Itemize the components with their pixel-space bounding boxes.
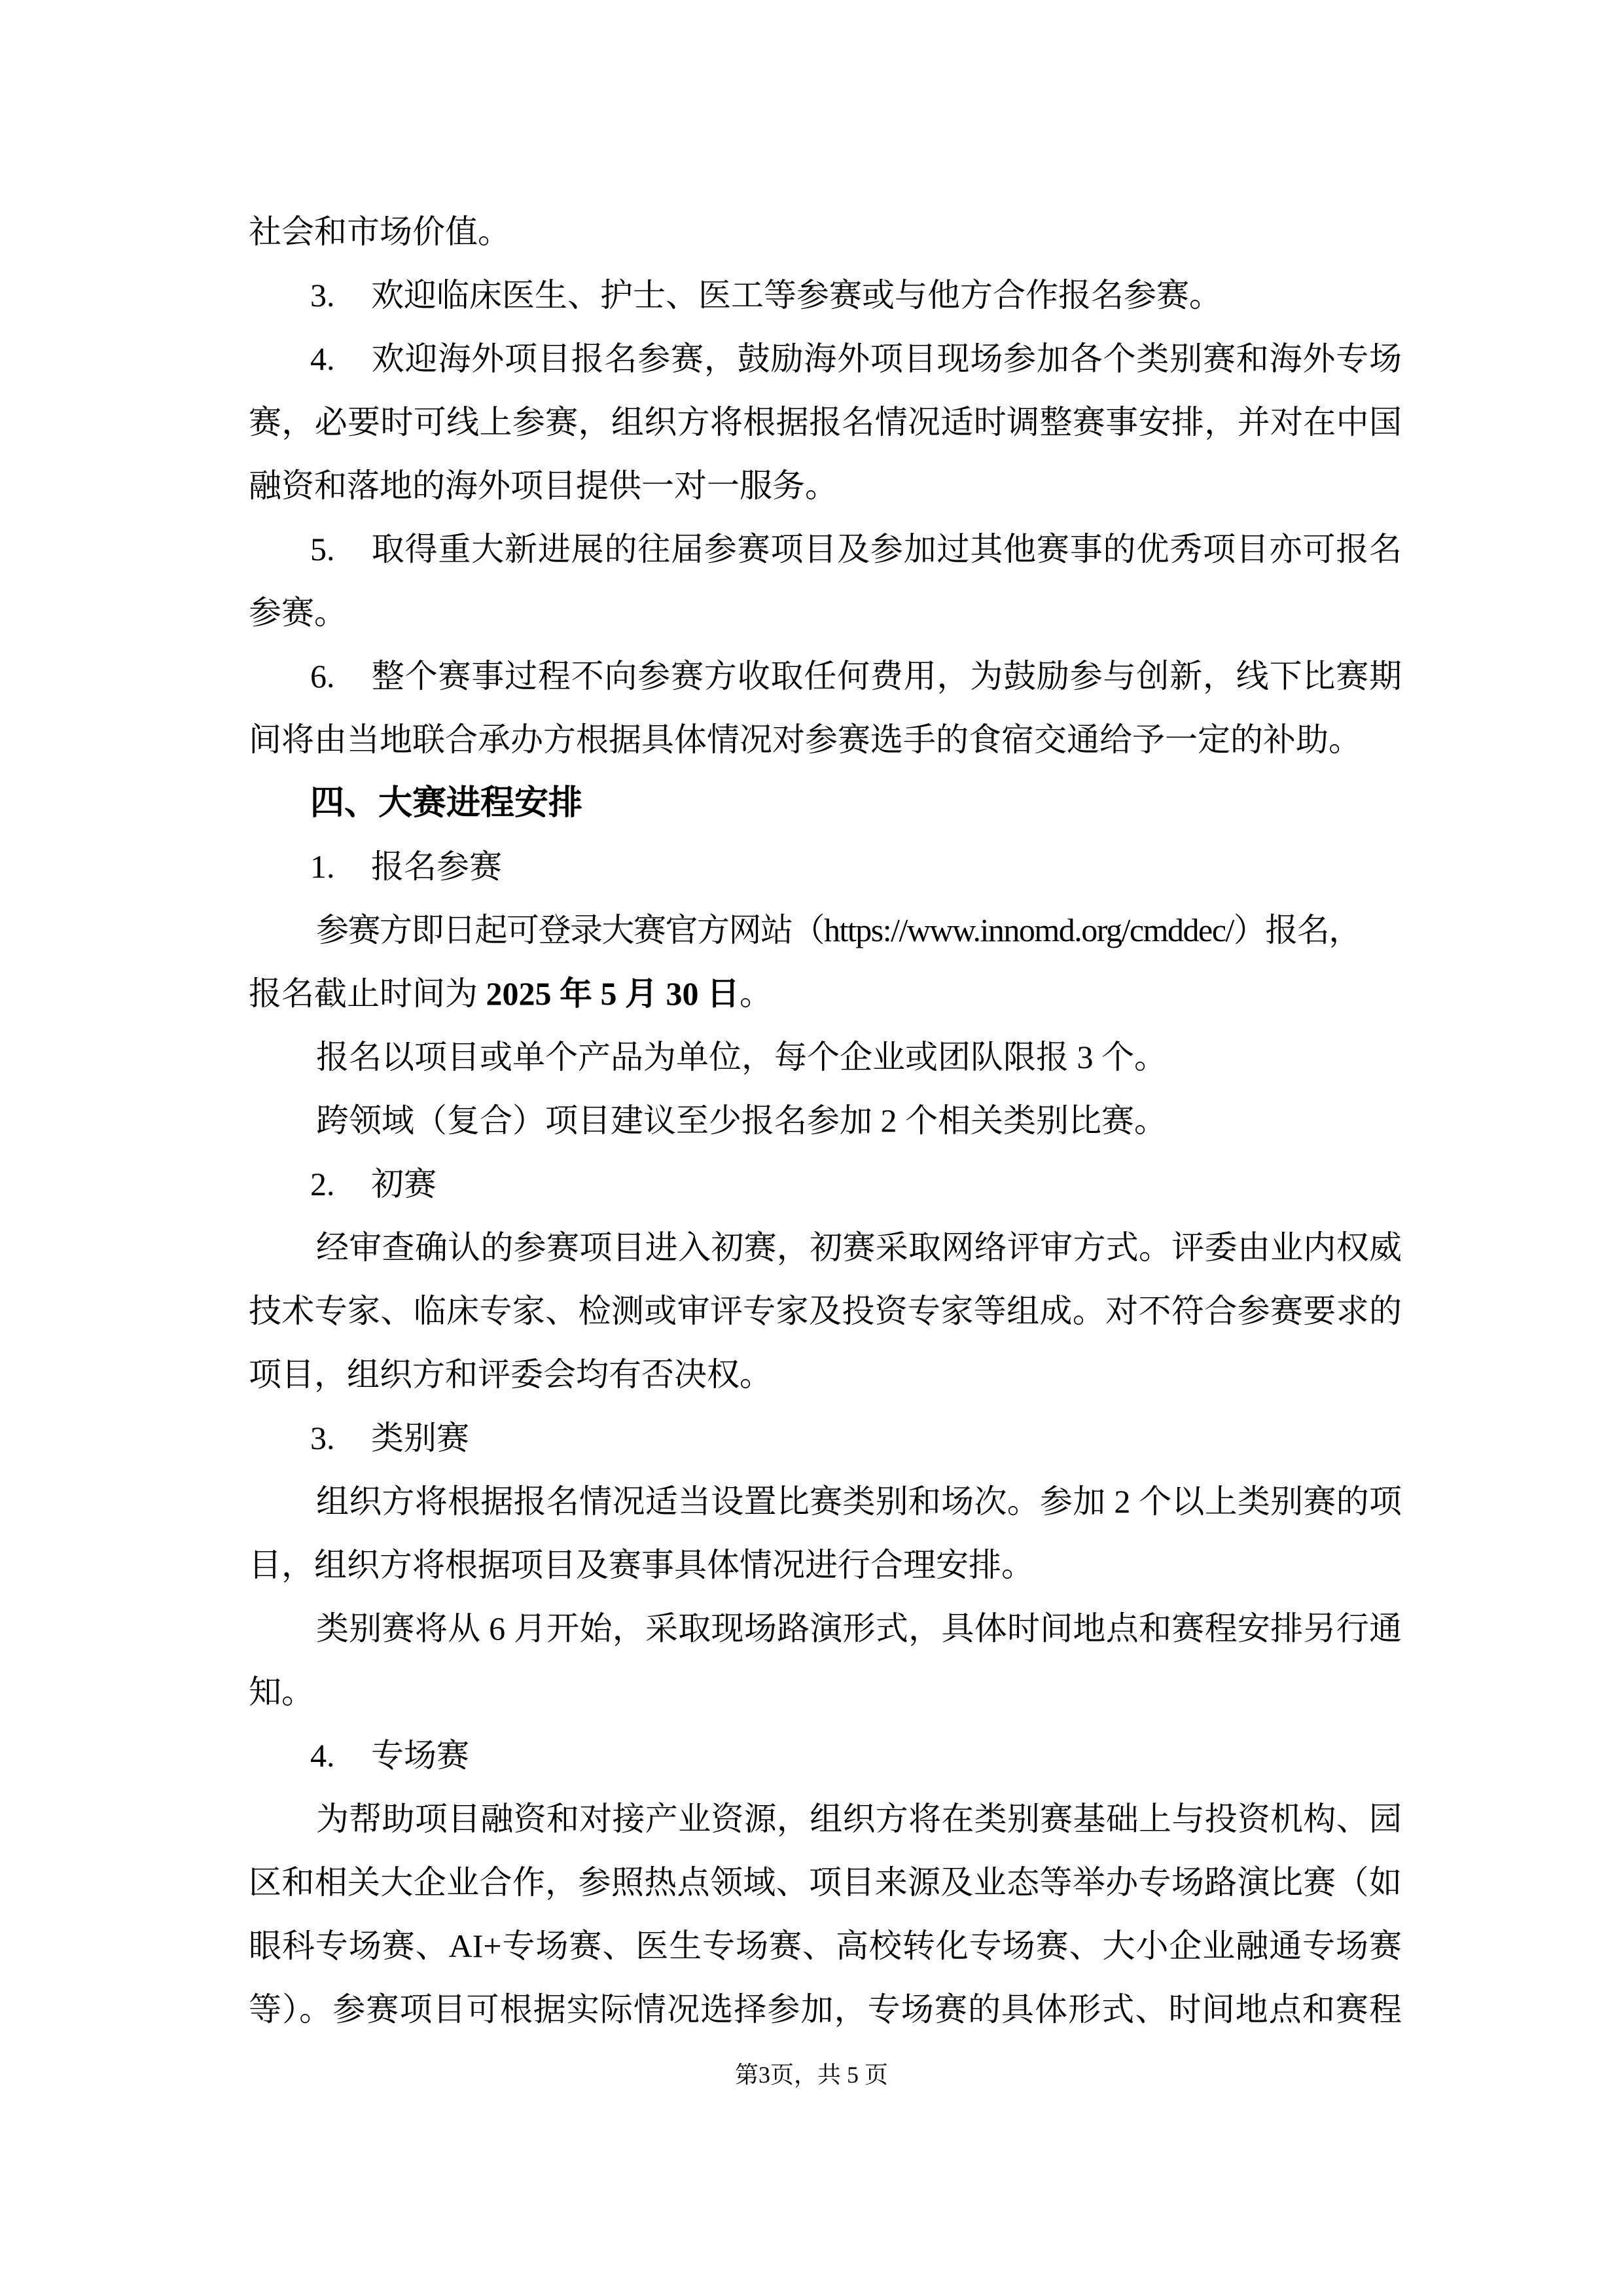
- list-item: [249, 835, 1402, 899]
- url-prefix-text: 参赛方即日起可登录大赛官方网站（: [316, 912, 824, 948]
- url-suffix-text: ）报名，: [1233, 912, 1361, 948]
- item-number: 6.: [310, 658, 335, 694]
- page-number: 第3页，共 5 页: [734, 2062, 888, 2088]
- item-number: 5.: [310, 531, 335, 567]
- list-item: [249, 1724, 1402, 1787]
- document-line: 目，组织方将根据项目及赛事具体情况进行合理安排。: [249, 1547, 1034, 1583]
- list-item: [249, 264, 1402, 327]
- document-line: 眼科专场赛、AI+专场赛、医生专场赛、高校转化专场赛、大小企业融通专场赛: [249, 1928, 1402, 1964]
- document-line: 赛，必要时可线上参赛，组织方将根据报名情况适时调整赛事安排，并对在中国: [249, 404, 1402, 440]
- list-item: [249, 327, 1402, 391]
- document-line: 融资和落地的海外项目提供一对一服务。: [249, 467, 838, 504]
- list-item: [249, 1153, 1402, 1216]
- item-text: 初赛: [371, 1166, 437, 1202]
- paragraph-line: 经审查确认的参赛项目进入初赛，初赛采取网络评审方式。评委由业内权威: [316, 1229, 1402, 1266]
- document-line: 项目，组织方和评委会均有否决权。: [249, 1356, 772, 1393]
- document-line: 知。: [249, 1674, 314, 1710]
- paragraph-line: 报名以项目或单个产品为单位，每个企业或团队限报 3 个。: [316, 1039, 1167, 1075]
- paragraph-line: [249, 899, 1402, 962]
- document-line: 技术专家、临床专家、检测或审评专家及投资专家等组成。对不符合参赛要求的: [249, 1293, 1402, 1329]
- document-line: 社会和市场价值。: [249, 213, 510, 250]
- item-number: 4.: [310, 340, 335, 377]
- document-body: [249, 200, 1402, 2041]
- document-line: 参赛。: [249, 594, 347, 631]
- item-text: 专场赛: [371, 1737, 469, 1774]
- list-item: [249, 1407, 1402, 1470]
- deadline-line: [249, 962, 1402, 1026]
- list-item: [249, 518, 1402, 581]
- deadline-date: 2025 年 5 月 30 日: [486, 975, 740, 1012]
- item-number: 2.: [310, 1166, 335, 1202]
- item-text: 欢迎临床医生、护士、医工等参赛或与他方合作报名参赛。: [371, 277, 1222, 314]
- item-text: 报名参赛: [371, 848, 502, 885]
- document-line: 等）。参赛项目可根据实际情况选择参加，专场赛的具体形式、时间地点和赛程: [249, 1991, 1402, 2028]
- item-text: 类别赛: [371, 1420, 469, 1456]
- paragraph-line: 为帮助项目融资和对接产业资源，组织方将在类别赛基础上与投资机构、园: [316, 1801, 1402, 1837]
- document-line: 间将由当地联合承办方根据具体情况对参赛选手的食宿交通给予一定的补助。: [249, 721, 1361, 758]
- item-text: 欢迎海外项目报名参赛，鼓励海外项目现场参加各个类别赛和海外专场: [371, 340, 1402, 377]
- item-number: 1.: [310, 848, 335, 885]
- deadline-prefix: 报名截止时间为: [249, 975, 486, 1012]
- item-number: 3.: [310, 277, 335, 314]
- document-line: 区和相关大企业合作，参照热点领域、项目来源及业态等举办专场路演比赛（如: [249, 1864, 1402, 1901]
- item-number: 4.: [310, 1737, 335, 1774]
- paragraph-line: 组织方将根据报名情况适当设置比赛类别和场次。参加 2 个以上类别赛的项: [316, 1483, 1402, 1520]
- page-footer: [0, 2060, 1623, 2089]
- item-text: 取得重大新进展的往届参赛项目及参加过其他赛事的优秀项目亦可报名: [371, 531, 1402, 567]
- paragraph-line: 类别赛将从 6 月开始，采取现场路演形式，具体时间地点和赛程安排另行通: [316, 1610, 1402, 1647]
- list-item: [249, 645, 1402, 708]
- section-heading: 四、大赛进程安排: [310, 784, 583, 822]
- item-number: 3.: [310, 1420, 335, 1456]
- deadline-suffix: 。: [740, 975, 772, 1012]
- item-text: 整个赛事过程不向参赛方收取任何费用，为鼓励参与创新，线下比赛期: [371, 658, 1402, 694]
- paragraph-line: 跨领域（复合）项目建议至少报名参加 2 个相关类别比赛。: [316, 1102, 1167, 1139]
- website-url: https://www.innomd.org/cmddec/: [824, 912, 1234, 948]
